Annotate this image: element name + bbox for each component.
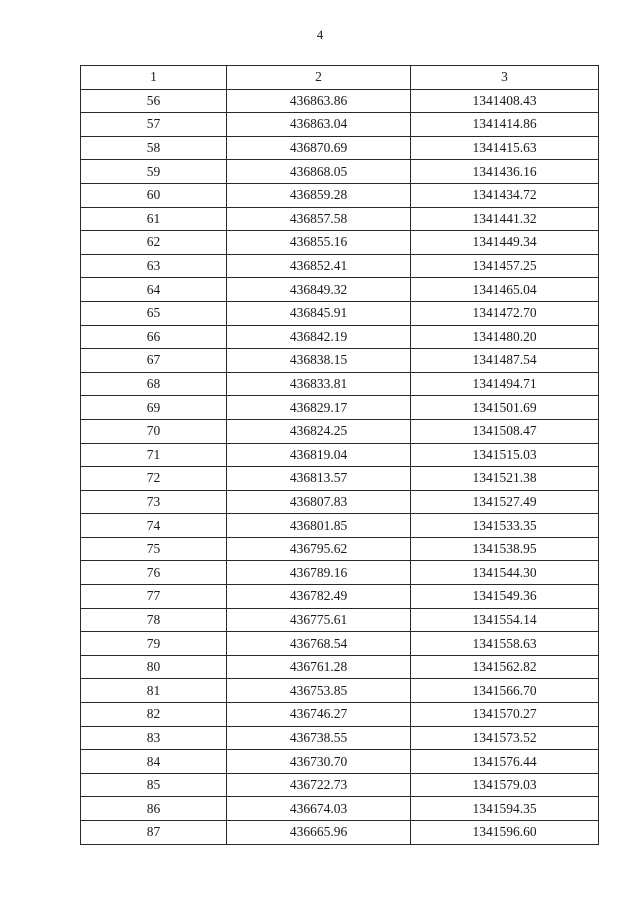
point-number-cell: 85 — [81, 773, 227, 797]
point-number-cell: 66 — [81, 325, 227, 349]
table-row — [81, 443, 599, 467]
coordinate-y-cell: 1341544.30 — [411, 561, 599, 585]
point-number-cell: 74 — [81, 514, 227, 538]
coordinate-y-cell: 1341415.63 — [411, 136, 599, 160]
table-row — [81, 372, 599, 396]
coordinate-x-cell: 436746.27 — [227, 703, 411, 727]
coordinate-y-cell: 1341501.69 — [411, 396, 599, 420]
point-number-cell: 57 — [81, 113, 227, 137]
table-row — [81, 231, 599, 255]
table-row — [81, 821, 599, 845]
point-number-cell: 82 — [81, 703, 227, 727]
table-row — [81, 797, 599, 821]
coordinate-y-cell: 1341457.25 — [411, 254, 599, 278]
coordinate-x-cell: 436855.16 — [227, 231, 411, 255]
coordinate-y-cell: 1341562.82 — [411, 655, 599, 679]
coordinate-x-cell: 436789.16 — [227, 561, 411, 585]
coordinate-y-cell: 1341594.35 — [411, 797, 599, 821]
coordinate-y-cell: 1341436.16 — [411, 160, 599, 184]
coordinates-table — [80, 65, 599, 845]
coordinate-y-cell: 1341465.04 — [411, 278, 599, 302]
coordinate-x-cell: 436870.69 — [227, 136, 411, 160]
point-number-cell: 71 — [81, 443, 227, 467]
table-row — [81, 207, 599, 231]
table-row — [81, 278, 599, 302]
table-row — [81, 490, 599, 514]
point-number-cell: 84 — [81, 750, 227, 774]
coordinate-y-cell: 1341487.54 — [411, 349, 599, 373]
coordinate-x-cell: 436824.25 — [227, 419, 411, 443]
coordinate-y-cell: 1341408.43 — [411, 89, 599, 113]
point-number-cell: 79 — [81, 632, 227, 656]
table-row — [81, 419, 599, 443]
point-number-cell: 62 — [81, 231, 227, 255]
coordinate-x-cell: 436722.73 — [227, 773, 411, 797]
table-row — [81, 113, 599, 137]
table-row — [81, 325, 599, 349]
coordinate-x-cell: 436775.61 — [227, 608, 411, 632]
point-number-cell: 76 — [81, 561, 227, 585]
table-row — [81, 537, 599, 561]
table-row — [81, 655, 599, 679]
coordinate-y-cell: 1341434.72 — [411, 183, 599, 207]
coordinate-x-cell: 436833.81 — [227, 372, 411, 396]
point-number-cell: 87 — [81, 821, 227, 845]
point-number-cell: 61 — [81, 207, 227, 231]
coordinate-x-cell: 436863.86 — [227, 89, 411, 113]
coordinate-x-cell: 436795.62 — [227, 537, 411, 561]
coordinate-x-cell: 436807.83 — [227, 490, 411, 514]
coordinate-y-cell: 1341480.20 — [411, 325, 599, 349]
table-row — [81, 396, 599, 420]
column-header-2: 2 — [227, 66, 411, 90]
coordinate-x-cell: 436859.28 — [227, 183, 411, 207]
coordinate-y-cell: 1341554.14 — [411, 608, 599, 632]
table-row — [81, 703, 599, 727]
point-number-cell: 69 — [81, 396, 227, 420]
coordinate-x-cell: 436838.15 — [227, 349, 411, 373]
coordinate-x-cell: 436857.58 — [227, 207, 411, 231]
table-row — [81, 632, 599, 656]
coordinate-x-cell: 436674.03 — [227, 797, 411, 821]
coordinate-y-cell: 1341449.34 — [411, 231, 599, 255]
coordinate-y-cell: 1341549.36 — [411, 585, 599, 609]
table-row — [81, 608, 599, 632]
point-number-cell: 73 — [81, 490, 227, 514]
coordinate-x-cell: 436868.05 — [227, 160, 411, 184]
coordinate-y-cell: 1341538.95 — [411, 537, 599, 561]
table-body — [81, 89, 599, 844]
page-number: 4 — [316, 27, 324, 42]
point-number-cell: 58 — [81, 136, 227, 160]
coordinate-y-cell: 1341579.03 — [411, 773, 599, 797]
point-number-cell: 72 — [81, 467, 227, 491]
table-row — [81, 136, 599, 160]
point-number-cell: 80 — [81, 655, 227, 679]
table-row — [81, 183, 599, 207]
coordinate-x-cell: 436819.04 — [227, 443, 411, 467]
coordinate-y-cell: 1341515.03 — [411, 443, 599, 467]
point-number-cell: 65 — [81, 301, 227, 325]
coordinate-x-cell: 436761.28 — [227, 655, 411, 679]
coordinate-y-cell: 1341558.63 — [411, 632, 599, 656]
table-row — [81, 585, 599, 609]
point-number-cell: 75 — [81, 537, 227, 561]
point-number-cell: 68 — [81, 372, 227, 396]
point-number-cell: 77 — [81, 585, 227, 609]
coordinate-y-cell: 1341414.86 — [411, 113, 599, 137]
table-row — [81, 301, 599, 325]
coordinate-x-cell: 436801.85 — [227, 514, 411, 538]
table-header-row — [81, 66, 599, 90]
coordinate-x-cell: 436730.70 — [227, 750, 411, 774]
coordinate-y-cell: 1341576.44 — [411, 750, 599, 774]
coordinate-x-cell: 436768.54 — [227, 632, 411, 656]
point-number-cell: 81 — [81, 679, 227, 703]
table-row — [81, 514, 599, 538]
coordinate-x-cell: 436852.41 — [227, 254, 411, 278]
coordinate-y-cell: 1341508.47 — [411, 419, 599, 443]
point-number-cell: 60 — [81, 183, 227, 207]
point-number-cell: 63 — [81, 254, 227, 278]
point-number-cell: 86 — [81, 797, 227, 821]
point-number-cell: 59 — [81, 160, 227, 184]
column-header-1: 1 — [81, 66, 227, 90]
table-row — [81, 773, 599, 797]
table-row — [81, 89, 599, 113]
coordinate-y-cell: 1341441.32 — [411, 207, 599, 231]
coordinate-y-cell: 1341596.60 — [411, 821, 599, 845]
table-row — [81, 726, 599, 750]
table-row — [81, 160, 599, 184]
point-number-cell: 56 — [81, 89, 227, 113]
coordinate-y-cell: 1341533.35 — [411, 514, 599, 538]
coordinate-x-cell: 436845.91 — [227, 301, 411, 325]
table-row — [81, 561, 599, 585]
coordinate-x-cell: 436849.32 — [227, 278, 411, 302]
coordinate-x-cell: 436813.57 — [227, 467, 411, 491]
column-header-3: 3 — [411, 66, 599, 90]
coordinate-y-cell: 1341573.52 — [411, 726, 599, 750]
coordinate-y-cell: 1341527.49 — [411, 490, 599, 514]
coordinate-x-cell: 436829.17 — [227, 396, 411, 420]
point-number-cell: 70 — [81, 419, 227, 443]
table-row — [81, 750, 599, 774]
table-row — [81, 254, 599, 278]
point-number-cell: 64 — [81, 278, 227, 302]
coordinate-x-cell: 436842.19 — [227, 325, 411, 349]
point-number-cell: 78 — [81, 608, 227, 632]
coordinate-y-cell: 1341521.38 — [411, 467, 599, 491]
coordinate-x-cell: 436665.96 — [227, 821, 411, 845]
point-number-cell: 83 — [81, 726, 227, 750]
coordinate-y-cell: 1341494.71 — [411, 372, 599, 396]
coordinate-y-cell: 1341566.70 — [411, 679, 599, 703]
coordinate-x-cell: 436863.04 — [227, 113, 411, 137]
coordinate-y-cell: 1341472.70 — [411, 301, 599, 325]
coordinate-x-cell: 436782.49 — [227, 585, 411, 609]
point-number-cell: 67 — [81, 349, 227, 373]
coordinate-x-cell: 436738.55 — [227, 726, 411, 750]
table-row — [81, 467, 599, 491]
coordinate-y-cell: 1341570.27 — [411, 703, 599, 727]
coordinate-x-cell: 436753.85 — [227, 679, 411, 703]
table-row — [81, 679, 599, 703]
table-row — [81, 349, 599, 373]
